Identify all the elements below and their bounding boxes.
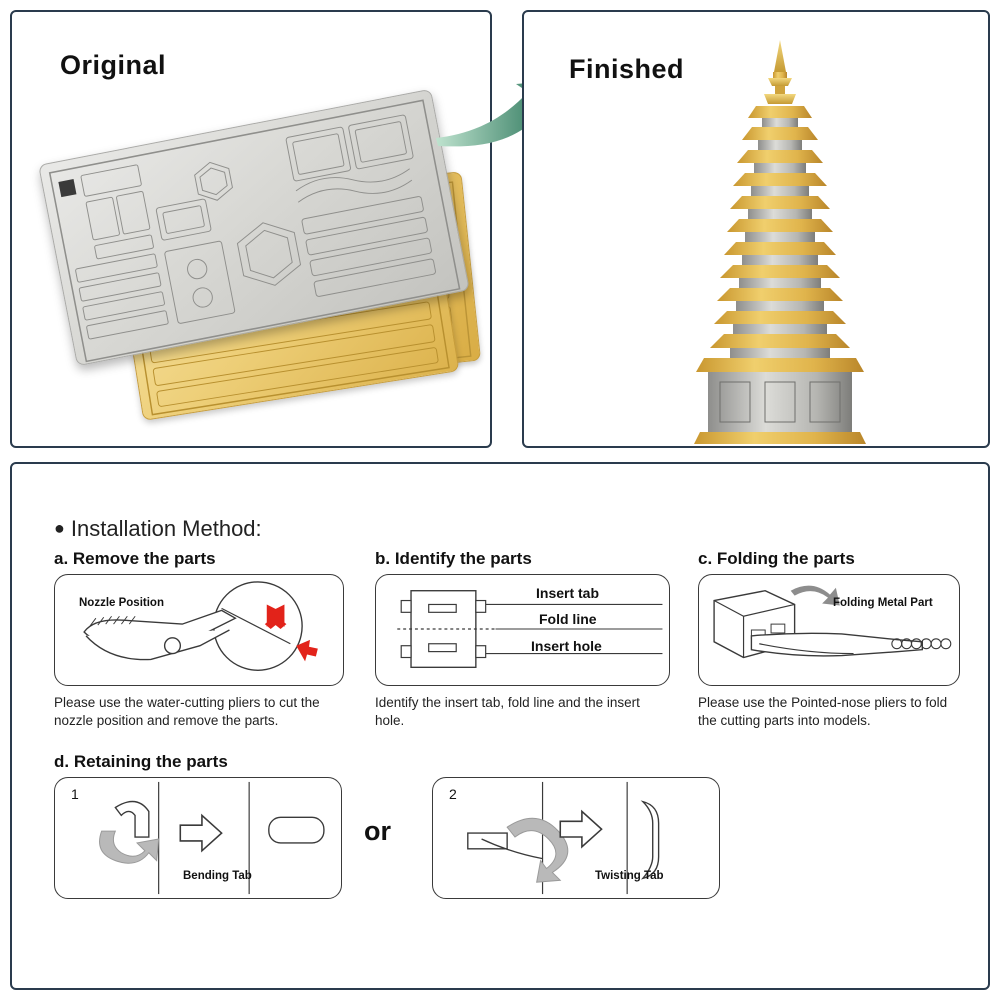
step-b-label-insert-hole: Insert hole — [531, 638, 602, 654]
pagoda-tiers — [710, 106, 850, 358]
step-d-title: d. Retaining the parts — [54, 752, 228, 771]
panel-finished — [522, 10, 990, 448]
installation-method-label: Installation Method: — [70, 516, 262, 541]
panel-installation-method — [10, 462, 990, 990]
step-d1-label-bending-tab: Bending Tab — [183, 870, 252, 882]
step-b-label-fold-line: Fold line — [539, 611, 597, 627]
step-d2-number: 2 — [449, 786, 457, 802]
step-a-label-nozzle: Nozzle Position — [79, 597, 164, 609]
panel-original-title: Original — [60, 50, 167, 80]
step-a-diagram — [55, 575, 343, 685]
pagoda-base — [694, 358, 866, 444]
step-c-title: c. Folding the parts — [698, 549, 855, 568]
bullet-icon: ● — [54, 518, 65, 538]
step-d-figure-2 — [432, 777, 720, 899]
step-b-title: b. Identify the parts — [375, 549, 532, 568]
step-d1-number: 1 — [71, 786, 79, 802]
panel-original — [10, 10, 492, 448]
connector-or: or — [364, 816, 391, 846]
step-a-figure — [54, 574, 344, 686]
step-d-figure-1 — [54, 777, 342, 899]
pagoda-spire — [764, 40, 796, 104]
step-a-caption: Please use the water-cutting pliers to cut the nozzle position and remove the parts. — [54, 695, 320, 728]
finished-pagoda-model — [524, 22, 992, 447]
step-c-caption: Please use the Pointed-nose pliers to fold the cutting parts into models. — [698, 695, 948, 728]
step-b-label-insert-tab: Insert tab — [536, 585, 600, 601]
step-d2-diagram — [433, 778, 719, 898]
step-b-caption: Identify the insert tab, fold line and the insert hole. — [375, 695, 640, 728]
step-d2-label-twisting-tab: Twisting Tab — [595, 870, 664, 882]
step-a-title: a. Remove the parts — [54, 549, 216, 568]
step-b-diagram — [376, 575, 669, 685]
step-c-figure — [698, 574, 960, 686]
installation-method-heading — [54, 516, 262, 542]
step-c-diagram — [699, 575, 959, 685]
metal-sheets-illustration — [32, 117, 482, 417]
step-b-figure — [375, 574, 670, 686]
step-c-label-folding: Folding Metal Part — [833, 597, 933, 609]
panel-finished-title: Finished — [569, 54, 685, 84]
